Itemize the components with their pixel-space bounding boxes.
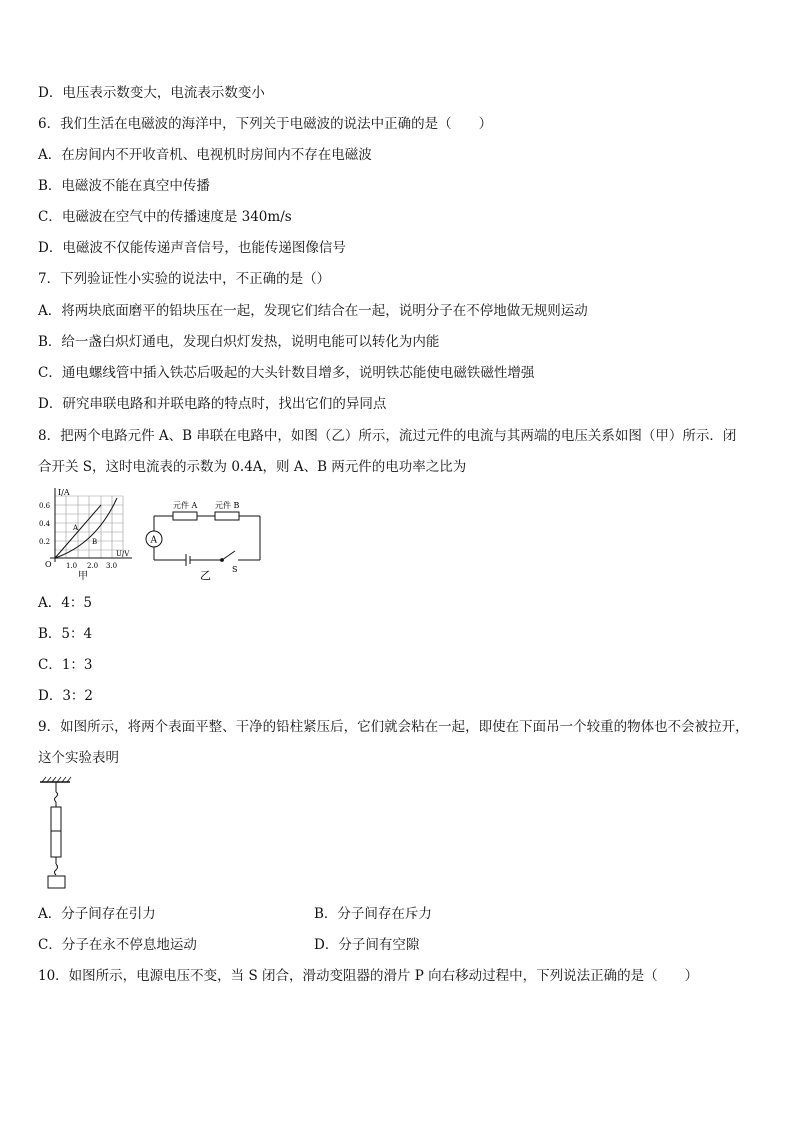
q7-stem: 7．下列验证性小实验的说法中，不正确的是（）	[38, 271, 331, 287]
q8-stem-line2: 合开关 S，这时电流表的示数为 0.4A，则 A、B 两元件的电功率之比为	[38, 459, 467, 475]
curve-a-label: A	[73, 524, 79, 532]
q10-stem: 10．如图所示，电源电压不变，当 S 闭合，滑动变阻器的滑片 P 向右移动过程中，下列说法正确的是（ ）	[38, 968, 699, 984]
q8-option-d: D．3：2	[38, 688, 94, 704]
q9-stem-line2: 这个实验表明	[38, 750, 119, 766]
x-axis-label: U/V	[116, 550, 130, 558]
q9-stem-line1: 9．如图所示，将两个表面平整、干净的铅柱紧压后，它们就会粘在一起，即使在下面吊一个较重的物体也不会被拉开，	[38, 719, 749, 735]
q6-option-b: B．电磁波不能在真空中传播	[38, 178, 210, 194]
q6-stem: 6．我们生活在电磁波的海洋中，下列关于电磁波的说法中正确的是（ ）	[38, 116, 493, 132]
y-tick-label: 0.6	[39, 502, 51, 510]
q8-circuit-figure	[142, 494, 264, 582]
element-b-label: 元件 B	[215, 501, 240, 510]
ammeter-label: A	[150, 535, 157, 546]
q6-option-d: D．电磁波不仅能传递声音信号，也能传递图像信号	[38, 240, 346, 256]
q6-option-a: A．在房间内不开收音机、电视机时房间内不存在电磁波	[38, 147, 372, 163]
y-axis-label: I/A	[58, 488, 70, 497]
q7-option-a: A．将两块底面磨平的铅块压在一起，发现它们结合在一起，说明分子在不停地做无规则运动	[38, 303, 588, 319]
curve-b-label: B	[92, 538, 98, 546]
lower-lead-cylinder	[51, 831, 61, 857]
hanging-weight	[48, 876, 65, 888]
element-b-resistor	[215, 512, 239, 520]
y-tick-label: 0.2	[39, 538, 51, 546]
q9-option-b: B．分子间存在斥力	[314, 906, 432, 922]
q9-option-a: A．分子间存在引力	[38, 906, 156, 922]
element-a-resistor	[173, 512, 197, 520]
q9-option-c: C．分子在永不停息地运动	[38, 937, 197, 953]
q5-option-d: D．电压表示数变大，电流表示数变小	[38, 85, 265, 101]
x-tick-label: 3.0	[106, 562, 118, 570]
circuit-caption: 乙	[200, 569, 211, 582]
q8-graph-figure	[36, 486, 138, 582]
switch-blade	[222, 551, 235, 560]
y-tick-label: 0.4	[39, 520, 51, 528]
origin-label: O	[45, 560, 52, 569]
upper-lead-cylinder	[51, 807, 61, 831]
q7-option-b: B．给一盏白炽灯通电，发现白炽灯发热，说明电能可以转化为内能	[38, 334, 440, 350]
q7-option-c: C．通电螺线管中插入铁芯后吸起的大头针数目增多，说明铁芯能使电磁铁磁性增强	[38, 365, 535, 381]
q9-lead-cylinders-figure	[36, 776, 76, 892]
x-tick-label: 1.0	[66, 562, 78, 570]
x-tick-label: 2.0	[87, 562, 99, 570]
graph-caption: 甲	[78, 571, 88, 582]
q8-option-c: C．1：3	[38, 657, 93, 673]
element-a-label: 元件 A	[173, 501, 198, 510]
q6-option-c: C．电磁波在空气中的传播速度是 340m/s	[38, 209, 292, 225]
q8-stem-line1: 8．把两个电路元件 A、B 串联在电路中，如图（乙）所示，流过元件的电流与其两端的电压关系如图（甲）所示．闭	[38, 428, 737, 444]
q8-option-b: B．5：4	[38, 626, 93, 642]
q8-option-a: A．4：5	[38, 595, 92, 611]
q7-option-d: D．研究串联电路和并联电路的特点时，找出它们的异同点	[38, 396, 387, 412]
curve-b	[55, 498, 117, 558]
switch-label: S	[232, 565, 238, 574]
q9-option-d: D．分子间有空隙	[314, 937, 420, 953]
